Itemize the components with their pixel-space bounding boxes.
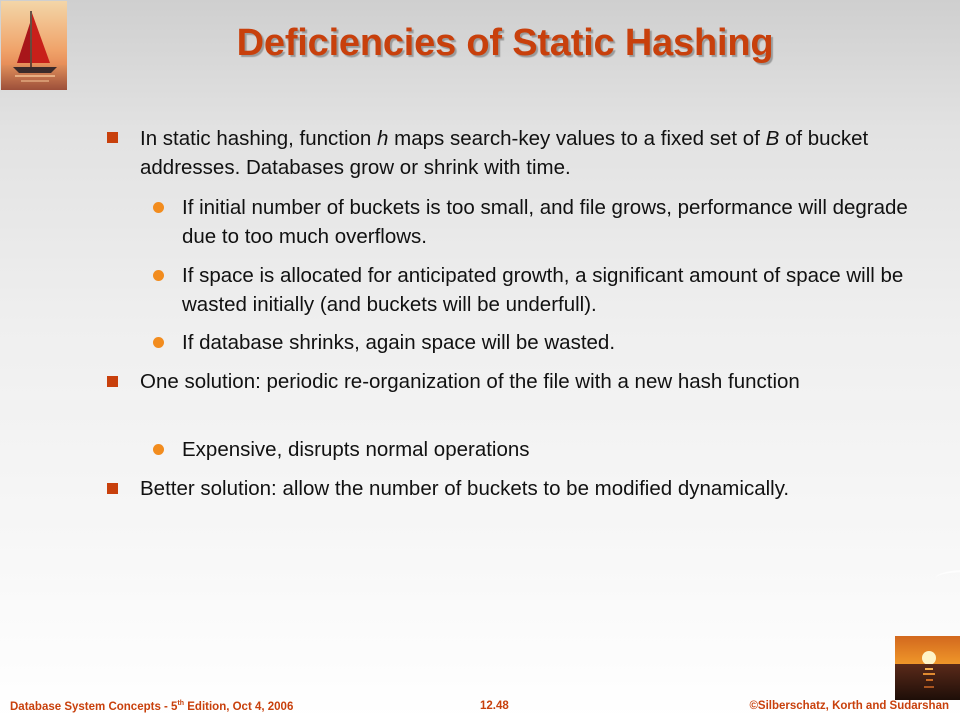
round-bullet-icon xyxy=(153,270,164,281)
bullet-1-sub-1-text: If initial number of buckets is too small, and file grows, performance will degrade due to too much overflows. xyxy=(182,196,908,248)
bullet-2-sub-1-text: Expensive, disrupts normal operations xyxy=(182,438,530,461)
footer-book-title: Database System Concepts - 5th Edition, Oct 4, 2006 xyxy=(10,700,294,713)
bullet-2-text: One solution: periodic re-organization of the file with a new hash function xyxy=(140,370,800,393)
square-bullet-icon xyxy=(107,376,118,387)
sunset-logo-image xyxy=(895,636,960,700)
round-bullet-icon xyxy=(153,444,164,455)
footer-slide-number: 12.48 xyxy=(480,700,509,712)
slide-title: Deficiencies of Static Hashing xyxy=(236,22,774,64)
bullet-1-text: In static hashing, function h maps search-key values to a fixed set of B of bucket addresses. Databases grow or shrink with time. xyxy=(140,127,869,179)
round-bullet-icon xyxy=(153,202,164,213)
footer-copyright: ©Silberschatz, Korth and Sudarshan xyxy=(749,700,949,712)
bullet-1-sub-3-text: If database shrinks, again space will be wasted. xyxy=(182,331,616,354)
square-bullet-icon xyxy=(107,483,118,494)
bullet-3-text: Better solution: allow the number of buckets to be modified dynamically. xyxy=(140,477,790,500)
decorative-swoosh xyxy=(936,570,960,586)
round-bullet-icon xyxy=(153,337,164,348)
square-bullet-icon xyxy=(107,132,118,143)
bullet-1-sub-2-text: If space is allocated for anticipated growth, a significant amount of space will be wasted initially (and buckets will be underfull). xyxy=(182,264,904,316)
